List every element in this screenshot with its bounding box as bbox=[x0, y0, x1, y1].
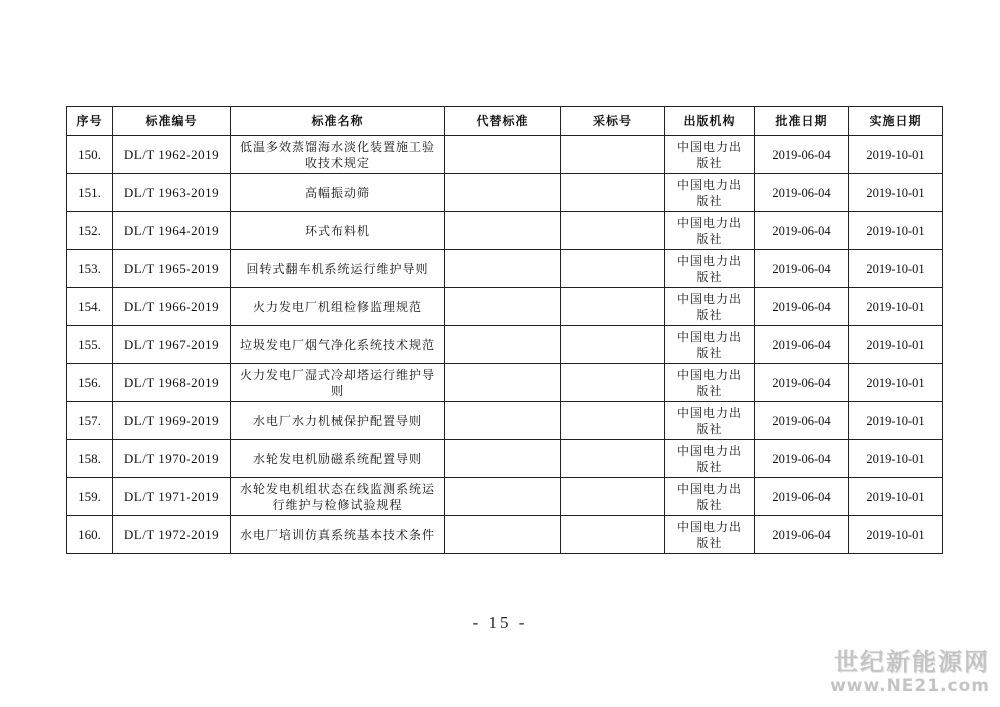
header-adopted-number: 采标号 bbox=[561, 107, 665, 136]
cell-publisher: 中国电力出版社 bbox=[665, 250, 755, 288]
cell-standard-code: DL/T 1967-2019 bbox=[113, 326, 231, 364]
cell-approval-date: 2019-06-04 bbox=[755, 212, 849, 250]
table-row bbox=[67, 288, 943, 326]
cell-standard-code: DL/T 1970-2019 bbox=[113, 440, 231, 478]
cell-standard-name: 火力发电厂机组检修监理规范 bbox=[231, 288, 445, 326]
cell-effective-date: 2019-10-01 bbox=[849, 402, 943, 440]
cell-standard-name: 火力发电厂湿式冷却塔运行维护导则 bbox=[231, 364, 445, 402]
watermark-site-name: 世纪新能源网 bbox=[834, 648, 990, 676]
table-row bbox=[67, 136, 943, 174]
table-row bbox=[67, 326, 943, 364]
cell-approval-date: 2019-06-04 bbox=[755, 326, 849, 364]
cell-replaced-standard bbox=[445, 174, 561, 212]
table-row bbox=[67, 212, 943, 250]
cell-effective-date: 2019-10-01 bbox=[849, 516, 943, 554]
cell-serial: 159. bbox=[67, 478, 113, 516]
watermark-logo bbox=[830, 648, 990, 696]
table-row bbox=[67, 516, 943, 554]
header-effective-date: 实施日期 bbox=[849, 107, 943, 136]
cell-publisher: 中国电力出版社 bbox=[665, 136, 755, 174]
cell-publisher: 中国电力出版社 bbox=[665, 326, 755, 364]
cell-effective-date: 2019-10-01 bbox=[849, 364, 943, 402]
cell-adopted-number bbox=[561, 136, 665, 174]
cell-publisher: 中国电力出版社 bbox=[665, 364, 755, 402]
cell-publisher: 中国电力出版社 bbox=[665, 174, 755, 212]
cell-adopted-number bbox=[561, 174, 665, 212]
cell-replaced-standard bbox=[445, 326, 561, 364]
cell-replaced-standard bbox=[445, 136, 561, 174]
cell-serial: 160. bbox=[67, 516, 113, 554]
cell-serial: 154. bbox=[67, 288, 113, 326]
table-body bbox=[67, 136, 943, 554]
cell-publisher: 中国电力出版社 bbox=[665, 478, 755, 516]
cell-standard-name: 水电厂培训仿真系统基本技术条件 bbox=[231, 516, 445, 554]
table-row bbox=[67, 402, 943, 440]
cell-serial: 153. bbox=[67, 250, 113, 288]
cell-adopted-number bbox=[561, 288, 665, 326]
header-publisher: 出版机构 bbox=[665, 107, 755, 136]
cell-approval-date: 2019-06-04 bbox=[755, 516, 849, 554]
standards-table bbox=[66, 106, 943, 554]
cell-serial: 158. bbox=[67, 440, 113, 478]
cell-approval-date: 2019-06-04 bbox=[755, 478, 849, 516]
cell-replaced-standard bbox=[445, 212, 561, 250]
header-standard-code: 标准编号 bbox=[113, 107, 231, 136]
cell-standard-code: DL/T 1962-2019 bbox=[113, 136, 231, 174]
cell-adopted-number bbox=[561, 440, 665, 478]
cell-replaced-standard bbox=[445, 364, 561, 402]
cell-standard-code: DL/T 1963-2019 bbox=[113, 174, 231, 212]
cell-serial: 157. bbox=[67, 402, 113, 440]
cell-approval-date: 2019-06-04 bbox=[755, 402, 849, 440]
header-approval-date: 批准日期 bbox=[755, 107, 849, 136]
cell-standard-name: 回转式翻车机系统运行维护导则 bbox=[231, 250, 445, 288]
cell-standard-name: 水电厂水力机械保护配置导则 bbox=[231, 402, 445, 440]
cell-adopted-number bbox=[561, 364, 665, 402]
cell-effective-date: 2019-10-01 bbox=[849, 174, 943, 212]
cell-replaced-standard bbox=[445, 440, 561, 478]
table-row bbox=[67, 174, 943, 212]
cell-approval-date: 2019-06-04 bbox=[755, 364, 849, 402]
cell-approval-date: 2019-06-04 bbox=[755, 174, 849, 212]
cell-serial: 156. bbox=[67, 364, 113, 402]
cell-adopted-number bbox=[561, 478, 665, 516]
cell-effective-date: 2019-10-01 bbox=[849, 136, 943, 174]
table-header-row bbox=[67, 107, 943, 136]
cell-publisher: 中国电力出版社 bbox=[665, 288, 755, 326]
cell-adopted-number bbox=[561, 326, 665, 364]
cell-adopted-number bbox=[561, 402, 665, 440]
header-serial: 序号 bbox=[67, 107, 113, 136]
cell-replaced-standard bbox=[445, 288, 561, 326]
cell-replaced-standard bbox=[445, 402, 561, 440]
cell-standard-code: DL/T 1969-2019 bbox=[113, 402, 231, 440]
cell-standard-code: DL/T 1966-2019 bbox=[113, 288, 231, 326]
cell-effective-date: 2019-10-01 bbox=[849, 250, 943, 288]
page-number: - 15 - bbox=[472, 613, 528, 632]
cell-replaced-standard bbox=[445, 250, 561, 288]
cell-effective-date: 2019-10-01 bbox=[849, 326, 943, 364]
cell-standard-code: DL/T 1972-2019 bbox=[113, 516, 231, 554]
cell-replaced-standard bbox=[445, 516, 561, 554]
cell-approval-date: 2019-06-04 bbox=[755, 288, 849, 326]
cell-effective-date: 2019-10-01 bbox=[849, 440, 943, 478]
table-row bbox=[67, 478, 943, 516]
cell-effective-date: 2019-10-01 bbox=[849, 478, 943, 516]
cell-publisher: 中国电力出版社 bbox=[665, 516, 755, 554]
cell-approval-date: 2019-06-04 bbox=[755, 440, 849, 478]
cell-replaced-standard bbox=[445, 478, 561, 516]
cell-standard-code: DL/T 1968-2019 bbox=[113, 364, 231, 402]
cell-standard-name: 垃圾发电厂烟气净化系统技术规范 bbox=[231, 326, 445, 364]
cell-adopted-number bbox=[561, 250, 665, 288]
cell-standard-code: DL/T 1971-2019 bbox=[113, 478, 231, 516]
cell-standard-name: 高幅振动筛 bbox=[231, 174, 445, 212]
cell-adopted-number bbox=[561, 516, 665, 554]
cell-serial: 150. bbox=[67, 136, 113, 174]
cell-standard-name: 水轮发电机组状态在线监测系统运行维护与检修试验规程 bbox=[231, 478, 445, 516]
cell-standard-code: DL/T 1964-2019 bbox=[113, 212, 231, 250]
table-row bbox=[67, 364, 943, 402]
cell-effective-date: 2019-10-01 bbox=[849, 212, 943, 250]
cell-standard-name: 低温多效蒸馏海水淡化装置施工验收技术规定 bbox=[231, 136, 445, 174]
cell-publisher: 中国电力出版社 bbox=[665, 212, 755, 250]
header-replaced-standard: 代替标准 bbox=[445, 107, 561, 136]
cell-effective-date: 2019-10-01 bbox=[849, 288, 943, 326]
cell-serial: 152. bbox=[67, 212, 113, 250]
cell-standard-name: 环式布料机 bbox=[231, 212, 445, 250]
table-row bbox=[67, 440, 943, 478]
cell-serial: 151. bbox=[67, 174, 113, 212]
table-row bbox=[67, 250, 943, 288]
cell-adopted-number bbox=[561, 212, 665, 250]
cell-approval-date: 2019-06-04 bbox=[755, 250, 849, 288]
cell-standard-name: 水轮发电机励磁系统配置导则 bbox=[231, 440, 445, 478]
cell-publisher: 中国电力出版社 bbox=[665, 402, 755, 440]
cell-serial: 155. bbox=[67, 326, 113, 364]
cell-publisher: 中国电力出版社 bbox=[665, 440, 755, 478]
watermark-url: www.NE21.com bbox=[830, 676, 990, 696]
header-standard-name: 标准名称 bbox=[231, 107, 445, 136]
cell-approval-date: 2019-06-04 bbox=[755, 136, 849, 174]
cell-standard-code: DL/T 1965-2019 bbox=[113, 250, 231, 288]
